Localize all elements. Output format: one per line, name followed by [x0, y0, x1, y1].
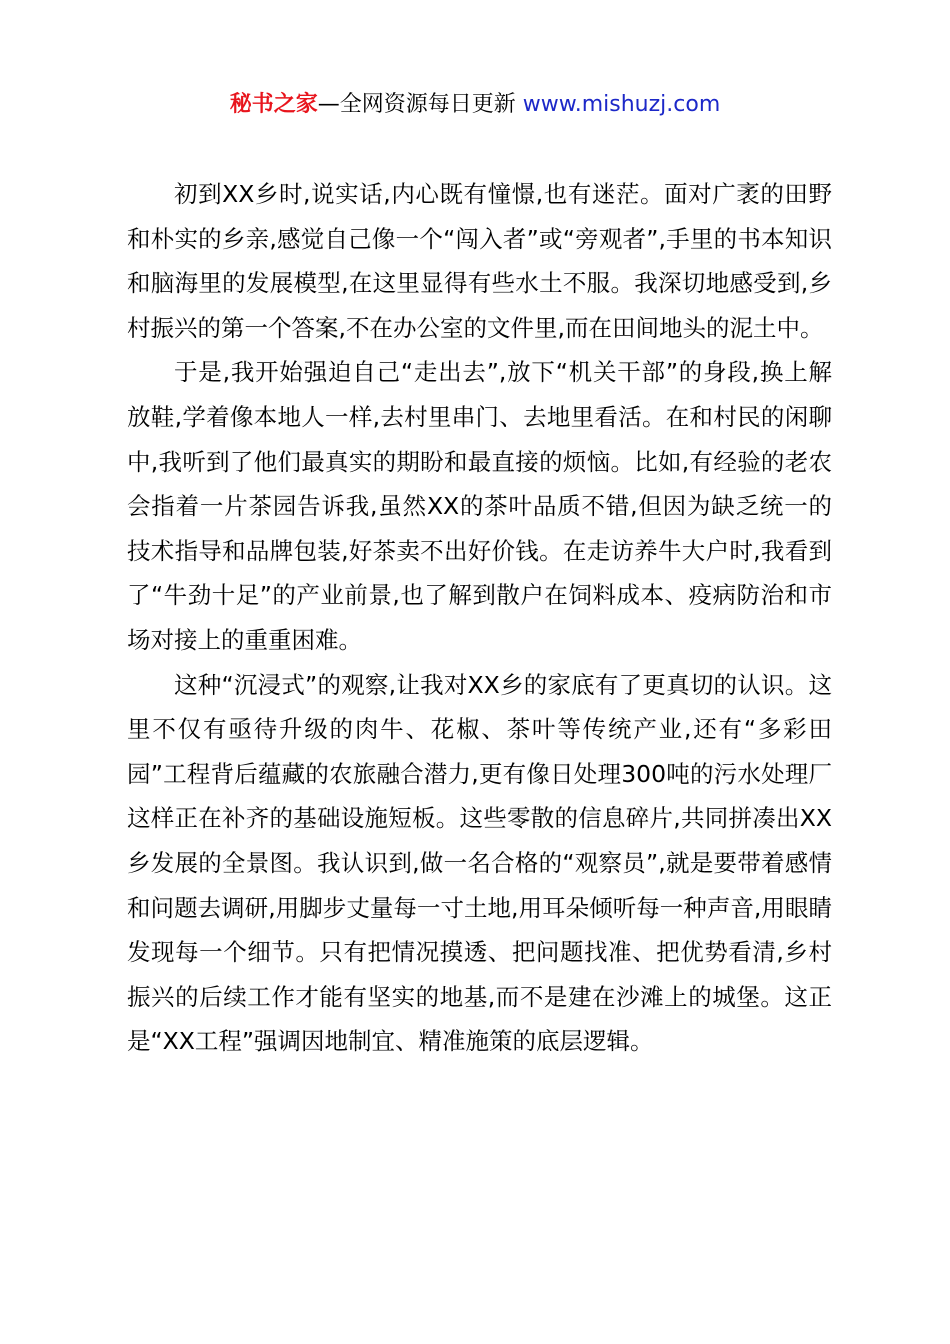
- document-body: [127, 172, 832, 1064]
- header-url[interactable]: www.mishuzj.com: [522, 92, 721, 117]
- paragraph-1: 初到XX乡时,说实话,内心既有憧憬,也有迷茫。面对广袤的田野和朴实的乡亲,感觉自己像一个“闯入者”或“旁观者”,手里的书本知识和脑海里的发展模型,在这里显得有些水土不服。我深切地感受到,乡村振兴的第一个答案,不在办公室的文件里,而在田间地头的泥土中。: [127, 180, 832, 342]
- paragraph-2: 于是,我开始强迫自己“走出去”,放下“机关干部”的身段,换上解放鞋,学着像本地人一样,去村里串门、去地里看活。在和村民的闲聊中,我听到了他们最真实的期盼和最直接的烦恼。比如,有经验的老农会指着一片茶园告诉我,虽然XX的茶叶品质不错,但因为缺乏统一的技术指导和品牌包装,好茶卖不出好价钱。在走访养牛大户时,我看到了“牛劲十足”的产业前景,也了解到散户在饲料成本、疫病防治和市场对接上的重重困难。: [127, 358, 832, 654]
- page-header: [0, 88, 950, 122]
- brand-name: 秘书之家: [229, 92, 318, 117]
- paragraph-3: 这种“沉浸式”的观察,让我对XX乡的家底有了更真切的认识。这里不仅有亟待升级的肉牛、花椒、茶叶等传统产业,还有“多彩田园”工程背后蕴藏的农旅融合潜力,更有像日处理300吨的污水处理厂这样正在补齐的基础设施短板。这些零散的信息碎片,共同拼凑出XX乡发展的全景图。我认识到,做一名合格的“观察员”,就是要带着感情和问题去调研,用脚步丈量每一寸土地,用耳朵倾听每一种声音,用眼睛发现每一个细节。只有把情况摸透、把问题找准、把优势看清,乡村振兴的后续工作才能有坚实的地基,而不是建在沙滩上的城堡。这正是“XX工程”强调因地制宜、精准施策的底层逻辑。: [127, 670, 832, 1056]
- header-tagline: —全网资源每日更新: [317, 92, 523, 117]
